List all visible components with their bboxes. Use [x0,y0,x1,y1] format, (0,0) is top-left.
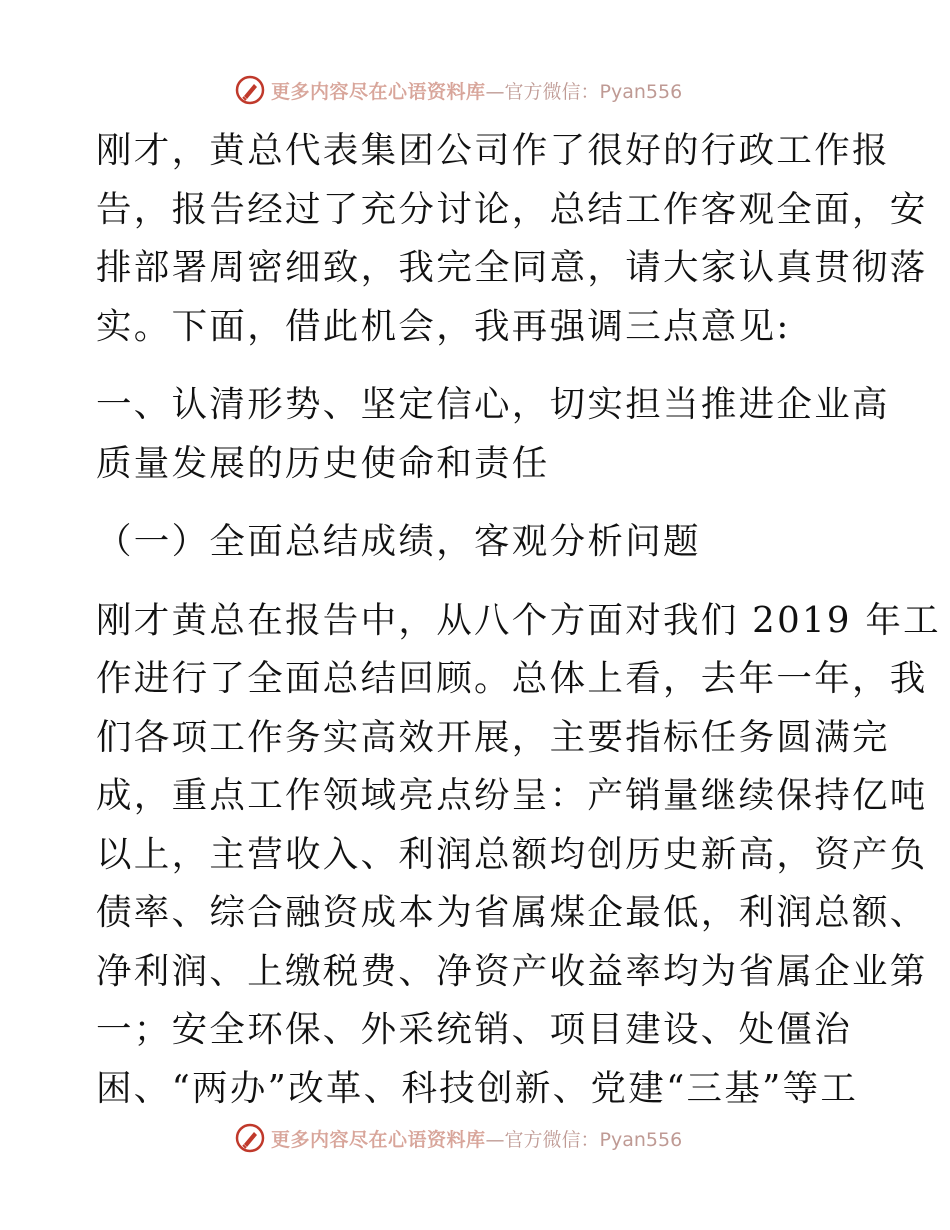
watermark-footer [235,1120,682,1156]
text-line: 困、“两办”改革、科技创新、党建“三基”等工 [96,1067,859,1109]
text-line: 刚才，黄总代表集团公司作了很好的行政工作报 [96,130,890,171]
pen-logo-icon [235,1123,265,1153]
text-line: 净利润、上缴税费、净资产收益率均为省属企业第 [96,950,928,992]
text-line: 成，重点工作领域亮点纷呈：产销量继续保持亿吨 [96,775,928,816]
heading-subsection-1 [96,513,856,572]
text-line: 告，报告经过了充分讨论，总结工作客观全面，安 [96,188,928,230]
text-line: 一；安全环保、外采统销、项目建设、处僵治 [96,1009,853,1050]
text-line: 刚才黄总在报告中，从八个方面对我们 2019 年工 [96,599,941,641]
text-line: 质量发展的历史使命和责任 [96,442,550,484]
text-line: 们各项工作务实高效开展，主要指标任务圆满完 [96,716,890,758]
document-body [96,122,941,1118]
text-line: 一、认清形势、坚定信心，切实担当推进企业高 [96,384,890,425]
watermark-header [235,72,682,108]
watermark-sub-text: —官方微信：Pyan556 [485,1128,683,1151]
pen-logo-icon [235,75,265,105]
text-line: （一）全面总结成绩，客观分析问题 [96,521,701,562]
watermark-main-text: 更多内容尽在心语资料库 [271,1128,486,1151]
watermark-sub-text: —官方微信：Pyan556 [485,80,683,103]
text-line: 债率、综合融资成本为省属煤企最低，利润总额、 [96,892,928,933]
text-line: 以上，主营收入、利润总额均创历史新高，资产负 [96,833,928,875]
text-line: 实。下面，借此机会，我再强调三点意见: [96,305,791,347]
watermark-main-text: 更多内容尽在心语资料库 [271,80,486,103]
heading-section-1 [96,376,890,493]
text-line: 作进行了全面总结回顾。总体上看，去年一年，我 [96,658,928,699]
paragraph-intro [96,122,928,356]
text-line: 排部署周密细致，我完全同意，请大家认真贯彻落 [96,247,928,288]
paragraph-summary [96,592,941,1119]
